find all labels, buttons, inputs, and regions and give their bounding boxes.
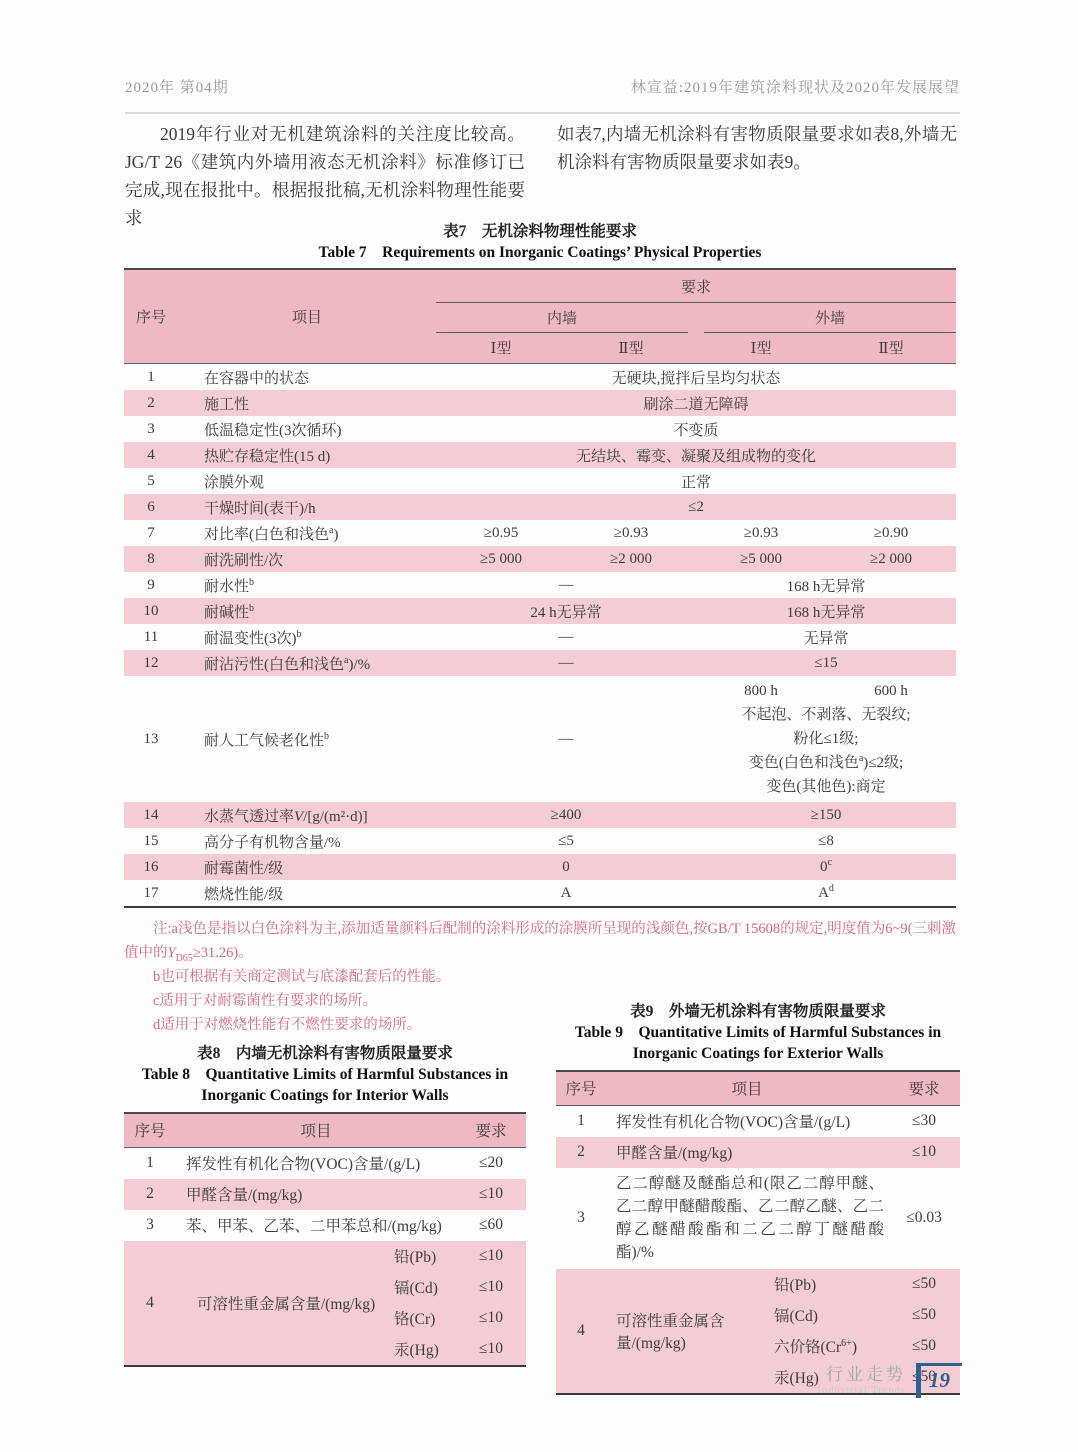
- row-number: 9: [147, 576, 155, 593]
- table-row: [556, 1269, 960, 1300]
- row-number: 13: [143, 730, 159, 747]
- footer-section: [818, 1365, 906, 1397]
- table7-caption-en: Table 7 Requirements on Inorganic Coatings’ Physical Properties: [318, 244, 762, 261]
- table7-block: [124, 222, 956, 1037]
- page-number: 19: [916, 1363, 962, 1398]
- table-cell: ≥2 000: [566, 546, 696, 572]
- row-number: 4: [124, 1241, 176, 1366]
- item-cell: 耐洗刷性/次: [178, 546, 436, 572]
- table-cell: 0: [436, 854, 696, 880]
- table7-physical-properties: [124, 268, 956, 908]
- requirement-cell: ≤20: [479, 1154, 504, 1171]
- table-cell: 无硬块,搅拌后呈均匀状态: [611, 370, 781, 387]
- column-header: 要求: [456, 1113, 526, 1148]
- row-number: 14: [124, 802, 178, 828]
- table-cell: —: [558, 628, 574, 645]
- item-cell: 可溶性重金属含量/(mg/kg): [606, 1269, 768, 1394]
- row-number: 3: [147, 420, 155, 437]
- row-number: 15: [143, 832, 159, 849]
- sub-item-cell: 铬(Cr): [388, 1303, 456, 1334]
- table-cell: 0$^c$: [696, 854, 956, 880]
- table8-caption-en-line1: Table 8 Quantitative Limits of Harmful Substances in: [141, 1066, 509, 1083]
- table-row: [124, 1210, 526, 1241]
- table-cell: 168 h无异常: [696, 598, 956, 624]
- page-footer: [818, 1363, 962, 1398]
- column-header: Ⅱ型: [826, 333, 956, 364]
- table-row: [556, 1106, 960, 1138]
- item-cell: 高分子有机物含量/%: [204, 834, 341, 851]
- table9-caption-en-line2: Inorganic Coatings for Exterior Walls: [632, 1045, 884, 1062]
- table-cell: 800 h 600 h 不起泡、不剥落、无裂纹; 粉化≤1级; 变色(白色和浅色$^a$)≤2级; 变色(其他色):商定: [741, 683, 911, 795]
- requirement-cell: ≤30: [912, 1112, 937, 1129]
- sub-item-cell: 铅(Pb): [768, 1269, 888, 1300]
- table-cell: 24 h无异常: [436, 598, 696, 624]
- footnote: 注:a浅色是指以白色涂料为主,添加适量颜料后配制的涂料形成的涂膜所呈现的浅颜色,按GB/T 15608的规定,明度值为6~9(三刺激值中的$Y_{D65}\ge 31.26$)。: [124, 921, 956, 964]
- sub-item-cell: 六价铬$(Cr^{6+})$: [768, 1331, 888, 1362]
- table-cell: 不变质: [673, 422, 719, 439]
- row-number: 2: [556, 1137, 606, 1168]
- table-row: [124, 416, 956, 442]
- table8-block: [124, 1002, 526, 1395]
- requirement-cell: ≤50: [888, 1269, 960, 1300]
- table-cell: —: [558, 576, 574, 593]
- item-cell: 苯、甲苯、乙苯、二甲苯总和/(mg/kg): [186, 1218, 442, 1235]
- column-header: 序号: [124, 269, 178, 364]
- item-cell: 耐水性$^b$: [204, 576, 255, 595]
- requirement-cell: ≤10: [888, 1137, 960, 1168]
- table-row: [124, 1113, 526, 1148]
- column-header: 序号: [124, 1113, 176, 1148]
- item-cell: 耐人工气候老化性$^b$: [204, 730, 330, 749]
- table-cell: $A^d$: [818, 882, 834, 901]
- row-number: 10: [124, 598, 178, 624]
- row-number: 1: [146, 1154, 154, 1171]
- item-cell: 施工性: [178, 390, 436, 416]
- running-title: 林宣益:2019年建筑涂料现状及2020年发展展望: [630, 80, 960, 96]
- table-cell: —: [436, 650, 696, 676]
- table-row: [124, 676, 956, 802]
- footnote: d适用于对燃烧性能有不燃性要求的场所。: [153, 1017, 422, 1033]
- item-cell: 水蒸气透过率V/[g/(m²·d)]: [178, 802, 436, 828]
- page-header: [125, 76, 960, 97]
- sub-item-cell: 镉(Cd): [388, 1272, 456, 1303]
- table-row: [124, 598, 956, 624]
- column-header: 项目: [176, 1113, 456, 1148]
- table-cell: 无异常: [803, 630, 849, 647]
- row-number: 1: [147, 368, 155, 385]
- table8-interior-limits: [124, 1112, 526, 1367]
- table7-caption-zh: 表7 无机涂料物理性能要求: [443, 223, 637, 240]
- table-cell: ≤5: [558, 832, 574, 849]
- requirement-cell: ≤10: [456, 1179, 526, 1210]
- item-cell: 可溶性重金属含量/(mg/kg): [176, 1241, 388, 1366]
- requirement-cell: ≤10: [456, 1303, 526, 1334]
- item-cell: 燃烧性能/级: [204, 886, 284, 903]
- table9-exterior-limits: [556, 1070, 960, 1395]
- table-row: [124, 494, 956, 520]
- requirement-cell: ≤10: [456, 1241, 526, 1272]
- column-header: 要求: [436, 269, 956, 303]
- row-number: 5: [147, 472, 155, 489]
- footer-section-en: Industrial Trends: [817, 1384, 906, 1396]
- table-cell: 168 h无异常: [786, 578, 866, 595]
- table-cell: A: [560, 884, 572, 901]
- column-header: 外墙: [696, 303, 956, 333]
- item-cell: 耐霉菌性/级: [178, 854, 436, 880]
- issue-label: 2020年 第04期: [125, 80, 229, 96]
- table-row: [124, 546, 956, 572]
- row-number: 12: [124, 650, 178, 676]
- table-row: [124, 1148, 526, 1180]
- table-cell: ≥0.93: [743, 524, 779, 541]
- column-header: Ⅱ型: [566, 333, 696, 364]
- requirement-cell: ≤10: [456, 1272, 526, 1303]
- intro-text: [125, 120, 957, 232]
- table-row: [556, 1168, 960, 1269]
- row-number: 3: [146, 1216, 154, 1233]
- item-cell: 甲醛含量/(mg/kg): [176, 1179, 456, 1210]
- table-cell: —: [558, 730, 574, 747]
- item-cell: 耐沾污性(白色和浅色$^a$)/%: [178, 650, 436, 676]
- table-row: [124, 520, 956, 546]
- column-header: Ⅰ型: [696, 333, 826, 364]
- requirement-cell: ≤10: [456, 1334, 526, 1366]
- header-divider: [125, 112, 960, 114]
- table-row: [124, 828, 956, 854]
- table-row: [124, 390, 956, 416]
- item-cell: 耐温变性(3次)$^b$: [204, 628, 302, 647]
- item-cell: 对比率(白色和浅色$^a$): [204, 524, 339, 543]
- table-cell: ≥5 000: [696, 546, 826, 572]
- intro-right-column: 如表7,内墙无机涂料有害物质限量要求如表8,外墙无机涂料有害物质限量要求如表9。: [557, 124, 957, 172]
- requirement-cell: ≤60: [479, 1216, 504, 1233]
- table-cell: ≥0.95: [483, 524, 519, 541]
- row-number: 2: [124, 1179, 176, 1210]
- column-header: 项目: [178, 269, 436, 364]
- table-cell: 无结块、霉变、凝聚及组成物的变化: [436, 442, 956, 468]
- row-number: 3: [577, 1209, 585, 1226]
- item-cell: 低温稳定性(3次循环): [204, 422, 342, 439]
- table-row: [124, 1241, 526, 1272]
- table-cell: ≥5 000: [436, 546, 566, 572]
- column-header: 要求: [888, 1071, 960, 1106]
- table-row: [124, 572, 956, 598]
- table-row: [124, 650, 956, 676]
- row-number: 7: [147, 524, 155, 541]
- item-cell: 热贮存稳定性(15 d): [178, 442, 436, 468]
- table-cell: ≥400: [436, 802, 696, 828]
- sub-item-cell: 铅(Pb): [388, 1241, 456, 1272]
- item-cell: 挥发性有机化合物(VOC)含量/(g/L): [186, 1156, 421, 1173]
- intro-left-column: 2019年行业对无机建筑涂料的关注度比较高。JG/T 26《建筑内外墙用液态无机涂料》标准修订已完成,现在报批中。根据报批稿,无机涂料物理性能要求: [125, 124, 525, 228]
- table-row: [124, 1179, 526, 1210]
- item-cell: 挥发性有机化合物(VOC)含量/(g/L): [616, 1114, 851, 1131]
- table-cell: 正常: [681, 474, 712, 491]
- bottom-tables: [124, 1002, 962, 1395]
- column-header: 序号: [556, 1071, 606, 1106]
- table-row: [124, 880, 956, 907]
- item-cell: 在容器中的状态: [204, 370, 310, 387]
- table-cell: ≥2 000: [826, 546, 956, 572]
- table9-block: [556, 1002, 960, 1395]
- table-row: [124, 364, 956, 391]
- row-number: 1: [577, 1112, 585, 1129]
- table-cell: ≥0.93: [613, 524, 649, 541]
- column-header: 内墙: [436, 303, 696, 333]
- item-cell: 干燥时间(表干)/h: [178, 494, 436, 520]
- table-cell: ≤8: [818, 832, 834, 849]
- item-cell: 涂膜外观: [204, 474, 265, 491]
- table9-caption-zh: 表9 外墙无机涂料有害物质限量要求: [630, 1003, 886, 1020]
- table-row: [124, 269, 956, 303]
- row-number: 8: [124, 546, 178, 572]
- table-cell: 刷涂二道无障碍: [436, 390, 956, 416]
- requirement-cell: ≤50: [888, 1331, 960, 1362]
- row-number: 4: [124, 442, 178, 468]
- requirement-cell: ≤0.03: [906, 1209, 942, 1226]
- table-cell: ≤15: [696, 650, 956, 676]
- footnote: b也可根据有关商定测试与底漆配套后的性能。: [153, 969, 451, 985]
- sub-item-cell: 汞(Hg): [768, 1362, 888, 1394]
- requirement-cell: ≤50: [888, 1362, 960, 1394]
- table8-caption-en-line2: Inorganic Coatings for Interior Walls: [201, 1087, 449, 1104]
- table-row: [124, 468, 956, 494]
- row-number: 4: [556, 1269, 606, 1394]
- table-row: [556, 1071, 960, 1106]
- row-number: 2: [124, 390, 178, 416]
- footer-section-zh: 行业走势: [826, 1364, 906, 1384]
- table9-caption-en-line1: Table 9 Quantitative Limits of Harmful Substances in: [574, 1024, 942, 1041]
- requirement-cell: ≤50: [888, 1300, 960, 1331]
- row-number: 16: [124, 854, 178, 880]
- item-cell: 耐碱性$^b$: [178, 598, 436, 624]
- column-header: 项目: [606, 1071, 888, 1106]
- footnote: c适用于对耐霉菌性有要求的场所。: [153, 993, 377, 1009]
- item-cell: 乙二醇醚及醚酯总和(限乙二醇甲醚、乙二醇甲醚醋酸酯、乙二醇乙醚、乙二醇乙醚醋酸酯和二乙二醇丁醚醋酸酯)/%: [616, 1175, 885, 1261]
- sub-item-cell: 镉(Cd): [768, 1300, 888, 1331]
- table-cell: ≤2: [436, 494, 956, 520]
- row-number: 11: [143, 628, 159, 645]
- table-cell: ≥150: [696, 802, 956, 828]
- table-row: [124, 624, 956, 650]
- column-header: Ⅰ型: [436, 333, 566, 364]
- table-row: [124, 442, 956, 468]
- table-row: [124, 854, 956, 880]
- row-number: 6: [124, 494, 178, 520]
- sub-item-cell: 汞(Hg): [388, 1334, 456, 1366]
- table-row: [124, 802, 956, 828]
- item-cell: 甲醛含量/(mg/kg): [606, 1137, 888, 1168]
- row-number: 17: [143, 884, 159, 901]
- table-cell: ≥0.90: [873, 524, 909, 541]
- table-row: [556, 1137, 960, 1168]
- table8-caption-zh: 表8 内墙无机涂料有害物质限量要求: [197, 1045, 453, 1062]
